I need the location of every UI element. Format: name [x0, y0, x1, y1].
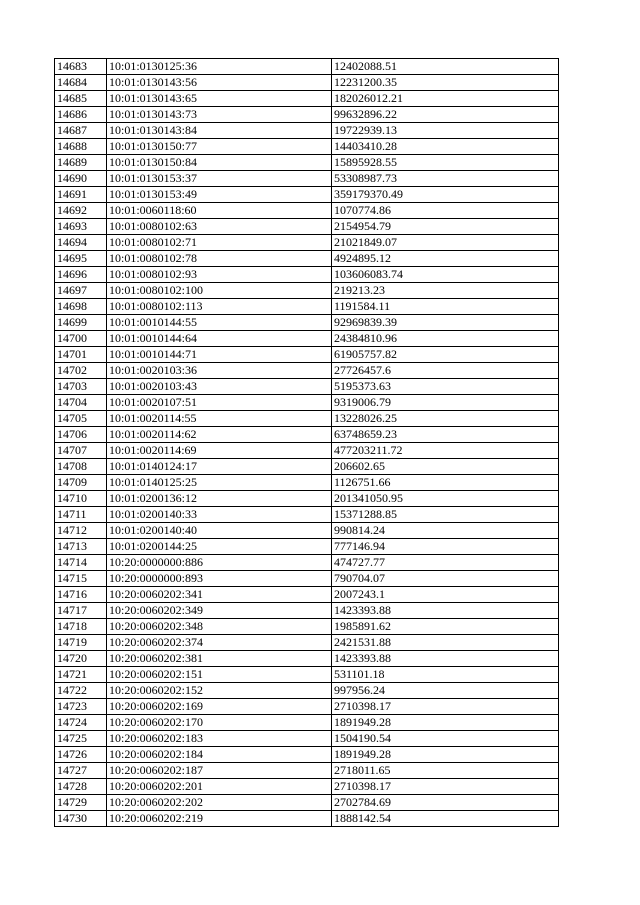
value-cell: 9319006.79	[332, 395, 559, 411]
cadastral-number-cell: 10:01:0200144:25	[107, 539, 332, 555]
value-cell: 2702784.69	[332, 795, 559, 811]
table-row	[55, 779, 559, 795]
row-number-cell: 14692	[55, 203, 107, 219]
row-number-cell: 14730	[55, 811, 107, 827]
table-row	[55, 107, 559, 123]
table-row	[55, 75, 559, 91]
value-cell: 2718011.65	[332, 763, 559, 779]
value-cell: 14403410.28	[332, 139, 559, 155]
table-row	[55, 667, 559, 683]
row-number-cell: 14696	[55, 267, 107, 283]
cadastral-number-cell: 10:01:0080102:100	[107, 283, 332, 299]
value-cell: 206602.65	[332, 459, 559, 475]
table-row	[55, 139, 559, 155]
table-row	[55, 203, 559, 219]
table-row	[55, 731, 559, 747]
value-cell: 15895928.55	[332, 155, 559, 171]
row-number-cell: 14715	[55, 571, 107, 587]
row-number-cell: 14699	[55, 315, 107, 331]
value-cell: 997956.24	[332, 683, 559, 699]
row-number-cell: 14703	[55, 379, 107, 395]
table-row	[55, 571, 559, 587]
value-cell: 1191584.11	[332, 299, 559, 315]
value-cell: 2007243.1	[332, 587, 559, 603]
row-number-cell: 14689	[55, 155, 107, 171]
value-cell: 182026012.21	[332, 91, 559, 107]
value-cell: 1423393.88	[332, 651, 559, 667]
value-cell: 990814.24	[332, 523, 559, 539]
cadastral-number-cell: 10:20:0000000:893	[107, 571, 332, 587]
table-row	[55, 347, 559, 363]
table-row	[55, 91, 559, 107]
value-cell: 1891949.28	[332, 715, 559, 731]
cadastral-number-cell: 10:01:0130143:65	[107, 91, 332, 107]
table-row	[55, 219, 559, 235]
table-row	[55, 459, 559, 475]
value-cell: 12231200.35	[332, 75, 559, 91]
cadastral-number-cell: 10:01:0130150:84	[107, 155, 332, 171]
cadastral-number-cell: 10:01:0020114:55	[107, 411, 332, 427]
value-cell: 1504190.54	[332, 731, 559, 747]
table-row	[55, 235, 559, 251]
row-number-cell: 14708	[55, 459, 107, 475]
table-row	[55, 715, 559, 731]
cadastral-number-cell: 10:01:0080102:63	[107, 219, 332, 235]
table-row	[55, 123, 559, 139]
table-row	[55, 699, 559, 715]
table-row	[55, 251, 559, 267]
cadastral-number-cell: 10:01:0200136:12	[107, 491, 332, 507]
table-row	[55, 491, 559, 507]
cadastral-number-cell: 10:01:0020103:43	[107, 379, 332, 395]
row-number-cell: 14714	[55, 555, 107, 571]
row-number-cell: 14705	[55, 411, 107, 427]
value-cell: 2710398.17	[332, 699, 559, 715]
table-row	[55, 299, 559, 315]
cadastral-number-cell: 10:20:0060202:151	[107, 667, 332, 683]
row-number-cell: 14709	[55, 475, 107, 491]
table-row	[55, 331, 559, 347]
row-number-cell: 14711	[55, 507, 107, 523]
data-table	[54, 58, 559, 827]
table-row	[55, 155, 559, 171]
table-row	[55, 795, 559, 811]
table-row	[55, 267, 559, 283]
row-number-cell: 14697	[55, 283, 107, 299]
cadastral-number-cell: 10:20:0060202:341	[107, 587, 332, 603]
table-row	[55, 315, 559, 331]
table-row	[55, 363, 559, 379]
cadastral-number-cell: 10:01:0020114:69	[107, 443, 332, 459]
table-row	[55, 187, 559, 203]
value-cell: 27726457.6	[332, 363, 559, 379]
cadastral-number-cell: 10:01:0080102:93	[107, 267, 332, 283]
cadastral-number-cell: 10:20:0060202:187	[107, 763, 332, 779]
value-cell: 99632896.22	[332, 107, 559, 123]
row-number-cell: 14700	[55, 331, 107, 347]
cadastral-number-cell: 10:20:0060202:184	[107, 747, 332, 763]
value-cell: 19722939.13	[332, 123, 559, 139]
table-row	[55, 635, 559, 651]
cadastral-number-cell: 10:01:0020114:62	[107, 427, 332, 443]
table-row	[55, 539, 559, 555]
row-number-cell: 14719	[55, 635, 107, 651]
value-cell: 790704.07	[332, 571, 559, 587]
value-cell: 1891949.28	[332, 747, 559, 763]
value-cell: 63748659.23	[332, 427, 559, 443]
cadastral-number-cell: 10:20:0060202:381	[107, 651, 332, 667]
cadastral-number-cell: 10:01:0130143:84	[107, 123, 332, 139]
row-number-cell: 14704	[55, 395, 107, 411]
row-number-cell: 14684	[55, 75, 107, 91]
value-cell: 103606083.74	[332, 267, 559, 283]
row-number-cell: 14707	[55, 443, 107, 459]
row-number-cell: 14698	[55, 299, 107, 315]
cadastral-number-cell: 10:20:0060202:201	[107, 779, 332, 795]
table-row	[55, 507, 559, 523]
row-number-cell: 14724	[55, 715, 107, 731]
table-row	[55, 283, 559, 299]
value-cell: 4924895.12	[332, 251, 559, 267]
row-number-cell: 14683	[55, 59, 107, 75]
cadastral-number-cell: 10:20:0060202:348	[107, 619, 332, 635]
table-row	[55, 555, 559, 571]
cadastral-number-cell: 10:01:0020107:51	[107, 395, 332, 411]
cadastral-number-cell: 10:01:0020103:36	[107, 363, 332, 379]
table-row	[55, 59, 559, 75]
cadastral-number-cell: 10:20:0060202:219	[107, 811, 332, 827]
cadastral-number-cell: 10:01:0130150:77	[107, 139, 332, 155]
cadastral-number-cell: 10:01:0130125:36	[107, 59, 332, 75]
value-cell: 201341050.95	[332, 491, 559, 507]
table-row	[55, 411, 559, 427]
row-number-cell: 14720	[55, 651, 107, 667]
value-cell: 24384810.96	[332, 331, 559, 347]
table-row	[55, 171, 559, 187]
cadastral-number-cell: 10:20:0060202:152	[107, 683, 332, 699]
row-number-cell: 14694	[55, 235, 107, 251]
value-cell: 13228026.25	[332, 411, 559, 427]
value-cell: 5195373.63	[332, 379, 559, 395]
value-cell: 359179370.49	[332, 187, 559, 203]
cadastral-number-cell: 10:20:0060202:183	[107, 731, 332, 747]
cadastral-number-cell: 10:01:0080102:71	[107, 235, 332, 251]
value-cell: 12402088.51	[332, 59, 559, 75]
value-cell: 1126751.66	[332, 475, 559, 491]
value-cell: 2421531.88	[332, 635, 559, 651]
row-number-cell: 14729	[55, 795, 107, 811]
value-cell: 1888142.54	[332, 811, 559, 827]
table-row	[55, 587, 559, 603]
row-number-cell: 14723	[55, 699, 107, 715]
cadastral-number-cell: 10:01:0200140:40	[107, 523, 332, 539]
row-number-cell: 14690	[55, 171, 107, 187]
row-number-cell: 14691	[55, 187, 107, 203]
cadastral-number-cell: 10:01:0080102:113	[107, 299, 332, 315]
cadastral-number-cell: 10:01:0010144:55	[107, 315, 332, 331]
table-row	[55, 651, 559, 667]
value-cell: 531101.18	[332, 667, 559, 683]
cadastral-number-cell: 10:20:0060202:374	[107, 635, 332, 651]
row-number-cell: 14693	[55, 219, 107, 235]
cadastral-number-cell: 10:01:0080102:78	[107, 251, 332, 267]
value-cell: 474727.77	[332, 555, 559, 571]
table-row	[55, 443, 559, 459]
cadastral-number-cell: 10:01:0130143:73	[107, 107, 332, 123]
cadastral-number-cell: 10:01:0200140:33	[107, 507, 332, 523]
row-number-cell: 14727	[55, 763, 107, 779]
table-row	[55, 427, 559, 443]
row-number-cell: 14686	[55, 107, 107, 123]
cadastral-number-cell: 10:20:0000000:886	[107, 555, 332, 571]
value-cell: 92969839.39	[332, 315, 559, 331]
row-number-cell: 14717	[55, 603, 107, 619]
cadastral-number-cell: 10:01:0130153:37	[107, 171, 332, 187]
value-cell: 1423393.88	[332, 603, 559, 619]
value-cell: 219213.23	[332, 283, 559, 299]
row-number-cell: 14718	[55, 619, 107, 635]
row-number-cell: 14713	[55, 539, 107, 555]
table-row	[55, 523, 559, 539]
cadastral-number-cell: 10:01:0010144:71	[107, 347, 332, 363]
row-number-cell: 14688	[55, 139, 107, 155]
table-row	[55, 747, 559, 763]
cadastral-number-cell: 10:01:0130153:49	[107, 187, 332, 203]
table-row	[55, 603, 559, 619]
value-cell: 53308987.73	[332, 171, 559, 187]
row-number-cell: 14710	[55, 491, 107, 507]
table-row	[55, 475, 559, 491]
row-number-cell: 14716	[55, 587, 107, 603]
table-row	[55, 683, 559, 699]
row-number-cell: 14695	[55, 251, 107, 267]
table-row	[55, 379, 559, 395]
row-number-cell: 14706	[55, 427, 107, 443]
value-cell: 1070774.86	[332, 203, 559, 219]
value-cell: 2154954.79	[332, 219, 559, 235]
table-row	[55, 619, 559, 635]
cadastral-number-cell: 10:01:0130143:56	[107, 75, 332, 91]
table-row	[55, 763, 559, 779]
cadastral-number-cell: 10:01:0140124:17	[107, 459, 332, 475]
value-cell: 777146.94	[332, 539, 559, 555]
row-number-cell: 14722	[55, 683, 107, 699]
table-row	[55, 811, 559, 827]
cadastral-number-cell: 10:01:0140125:25	[107, 475, 332, 491]
value-cell: 61905757.82	[332, 347, 559, 363]
row-number-cell: 14687	[55, 123, 107, 139]
value-cell: 21021849.07	[332, 235, 559, 251]
row-number-cell: 14701	[55, 347, 107, 363]
table-body	[55, 59, 559, 827]
row-number-cell: 14721	[55, 667, 107, 683]
row-number-cell: 14726	[55, 747, 107, 763]
cadastral-number-cell: 10:01:0060118:60	[107, 203, 332, 219]
value-cell: 477203211.72	[332, 443, 559, 459]
row-number-cell: 14685	[55, 91, 107, 107]
cadastral-number-cell: 10:01:0010144:64	[107, 331, 332, 347]
value-cell: 1985891.62	[332, 619, 559, 635]
value-cell: 15371288.85	[332, 507, 559, 523]
row-number-cell: 14702	[55, 363, 107, 379]
row-number-cell: 14712	[55, 523, 107, 539]
row-number-cell: 14728	[55, 779, 107, 795]
cadastral-number-cell: 10:20:0060202:202	[107, 795, 332, 811]
cadastral-number-cell: 10:20:0060202:349	[107, 603, 332, 619]
table-row	[55, 395, 559, 411]
value-cell: 2710398.17	[332, 779, 559, 795]
cadastral-number-cell: 10:20:0060202:170	[107, 715, 332, 731]
cadastral-number-cell: 10:20:0060202:169	[107, 699, 332, 715]
row-number-cell: 14725	[55, 731, 107, 747]
